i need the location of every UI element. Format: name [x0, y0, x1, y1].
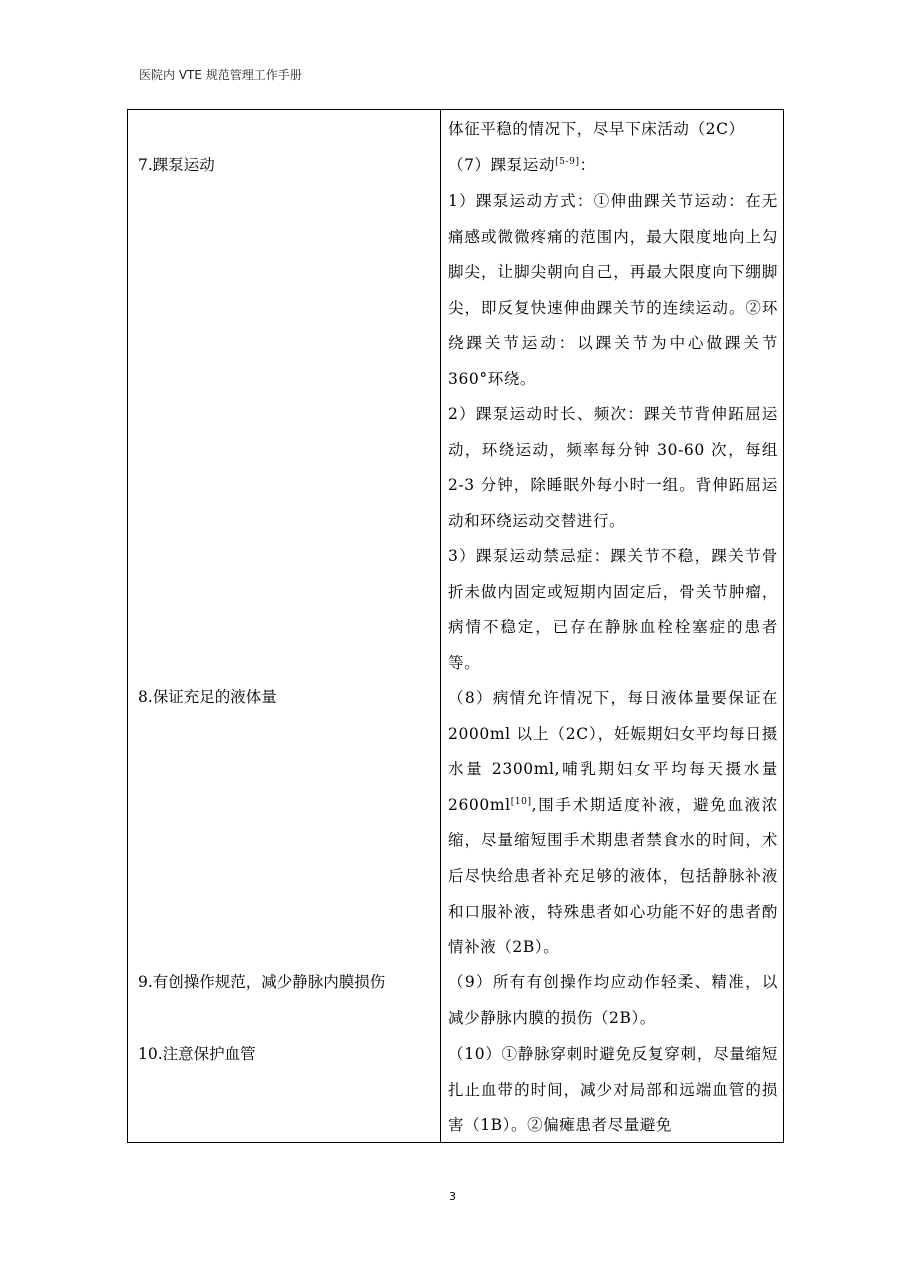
paragraph-8-text-a: （8）病情允许情况下，每日液体量要保证在 2000ml 以上（2C），妊娠期妇女平均每日摄水量 2300ml,哺乳期妇女平均每天摄水量 2600ml [448, 689, 778, 814]
paragraph-ankle-pump-frequency: 2）踝泵运动时长、频次：踝关节背伸跖屈运动，环绕运动，频率每分钟 30-60 次，每组 2-3 分钟，除睡眠外每小时一组。背伸跖屈运动和环绕运动交替进行。 [448, 405, 778, 530]
paragraph-7-heading [448, 148, 778, 184]
paragraph-9-invasive: （9）所有有创操作均应动作轻柔、精准，以减少静脉内膜的损伤（2B）。 [448, 973, 778, 1027]
paragraph-7-heading-colon: ： [579, 156, 596, 174]
paragraph-ankle-pump-contraindications: 3）踝泵运动禁忌症：踝关节不稳，踝关节骨折未做内固定或短期内固定后，骨关节肿瘤，病情不稳定，已存在静脉血栓栓塞症的患者等。 [448, 547, 778, 672]
table-row [128, 110, 784, 1143]
paragraph-8-fluid-intake [448, 681, 778, 966]
item-fluid-intake-label: 8.保证充足的液体量 [138, 688, 277, 706]
item-protect-vessels-label: 10.注意保护血管 [138, 1045, 256, 1063]
running-header: 医院内 VTE 规范管理工作手册 [139, 68, 302, 82]
paragraph-ankle-pump-method: 1）踝泵运动方式：①伸曲踝关节运动：在无痛感或微微疼痛的范围内，最大限度地向上勾脚尖，让脚尖朝向自己，再最大限度向下绷脚尖，即反复快速伸曲踝关节的连续运动。②环绕踝关节运动：以踝关节为中心做踝关节 360°环绕。 [448, 192, 778, 388]
paragraph-8-text-b: ,围手术期适度补液，避免血液浓缩，尽量缩短围手术期患者禁食水的时间，术后尽快给患者补充足够的液体，包括静脉补液和口服补液，特殊患者如心功能不好的患者酌情补液（2B）。 [448, 795, 778, 957]
page-number: 3 [449, 1190, 456, 1203]
item-ankle-pump-label: 7.踝泵运动 [138, 156, 215, 174]
paragraph-7-heading-text: （7）踝泵运动 [448, 156, 556, 174]
paragraph-early-ambulation: 体征平稳的情况下，尽早下床活动（2C） [448, 120, 745, 138]
right-column-cell [441, 110, 784, 1143]
item-invasive-procedure-label: 9.有创操作规范，减少静脉内膜损伤 [138, 973, 386, 991]
content-table [127, 109, 784, 1143]
paragraph-10-vessels: （10）①静脉穿刺时避免反复穿刺，尽量缩短扎止血带的时间，减少对局部和远端血管的损害（1B）。②偏瘫患者尽量避免 [448, 1045, 778, 1135]
left-column-cell [128, 110, 441, 1143]
citation-ref: [10] [510, 796, 532, 807]
citation-ref: [5-9] [555, 156, 580, 167]
